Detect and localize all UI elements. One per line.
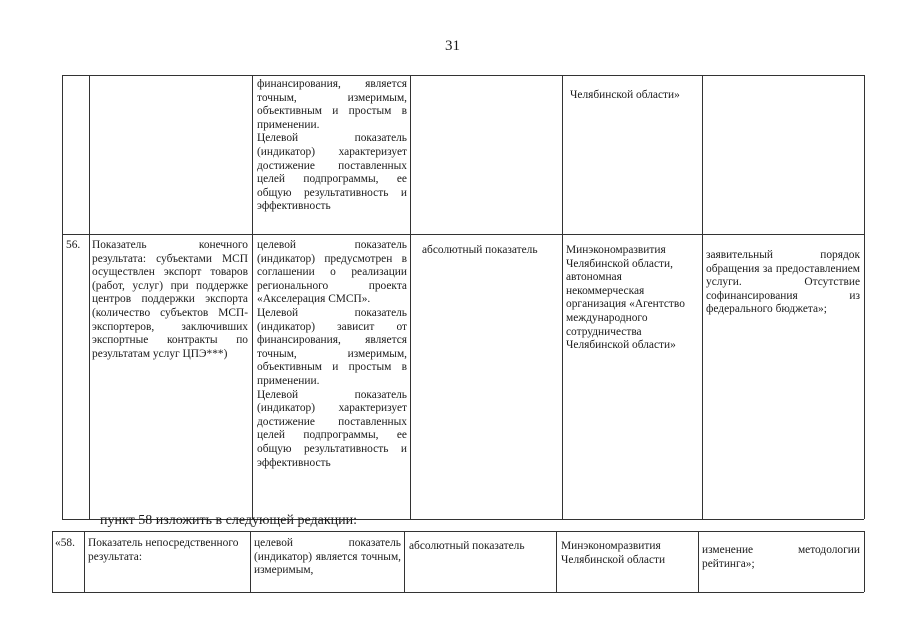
table-top-border: [52, 531, 864, 532]
row-58-type: абсолютный показатель: [409, 540, 525, 552]
row-58-name: Показатель непосредственного результата:: [88, 537, 239, 563]
col-line: [52, 531, 53, 592]
col-line: [556, 531, 557, 592]
col-line: [698, 531, 699, 592]
col-line: [404, 531, 405, 592]
col-line: [864, 531, 865, 592]
row-divider: [62, 234, 864, 235]
col-line: [702, 75, 703, 519]
row-56-indicator-text: целевой показатель (индикатор) предусмотрен в соглашении о реализации регионального проекта «Акселерация СМСП». Целевой показатель (индикатор) зависит от финансирования, является точным, измеримым, объективным и простым в применении. Целевой показатель (индикатор) характеризует достижение поставленных целей подпрограммы, ее общую результативность и эффективность: [257, 239, 407, 469]
row-56-name: Показатель конечного результата: субъектами МСП осуществлен экспорт товаров (работ, услуг) при поддержке центров поддержки экспорта (количество субъектов МСП-экспортеров, заключивших экспортные контракты по результатам услуг ЦПЭ***): [92, 239, 248, 360]
amendment-intro-text: пункт 58 изложить в следующей редакции:: [100, 513, 357, 528]
col-line: [89, 75, 90, 519]
row-56-type: абсолютный показатель: [422, 244, 538, 256]
col-line: [62, 75, 63, 519]
row-58-responsible: Минэкономразвития Челябинской области: [561, 540, 666, 566]
page-number: 31: [445, 38, 460, 54]
col-line: [250, 531, 251, 592]
row-56-number: 56.: [66, 239, 81, 251]
continuation-responsible-text: Челябинской области»: [570, 89, 680, 101]
continuation-indicator-text: финансирования, является точным, измеримым, объективным и простым в применении. Целевой показатель (индикатор) характеризует достижение поставленных целей подпрограммы, ее общую результативность и эффективность: [257, 78, 407, 213]
table-top-border: [62, 75, 864, 76]
row-56-note: заявительный порядок обращения за предоставлением услуги. Отсутствие софинансирования из федерального бюджета»;: [706, 249, 860, 316]
row-56-responsible: Минэкономразвития Челябинской области, автономная некоммерческая организация «Агентство международного сотрудничества Челябинской области»: [566, 244, 685, 352]
table-bottom-border: [52, 592, 864, 593]
col-line: [410, 75, 411, 519]
col-line: [562, 75, 563, 519]
row-58-number: «58.: [55, 537, 75, 549]
col-line: [252, 75, 253, 519]
col-line: [864, 75, 865, 519]
row-58-note: изменение методологии рейтинга»;: [702, 544, 860, 570]
row-58-indicator-text: целевой показатель (индикатор) является точным, измеримым,: [254, 537, 401, 577]
